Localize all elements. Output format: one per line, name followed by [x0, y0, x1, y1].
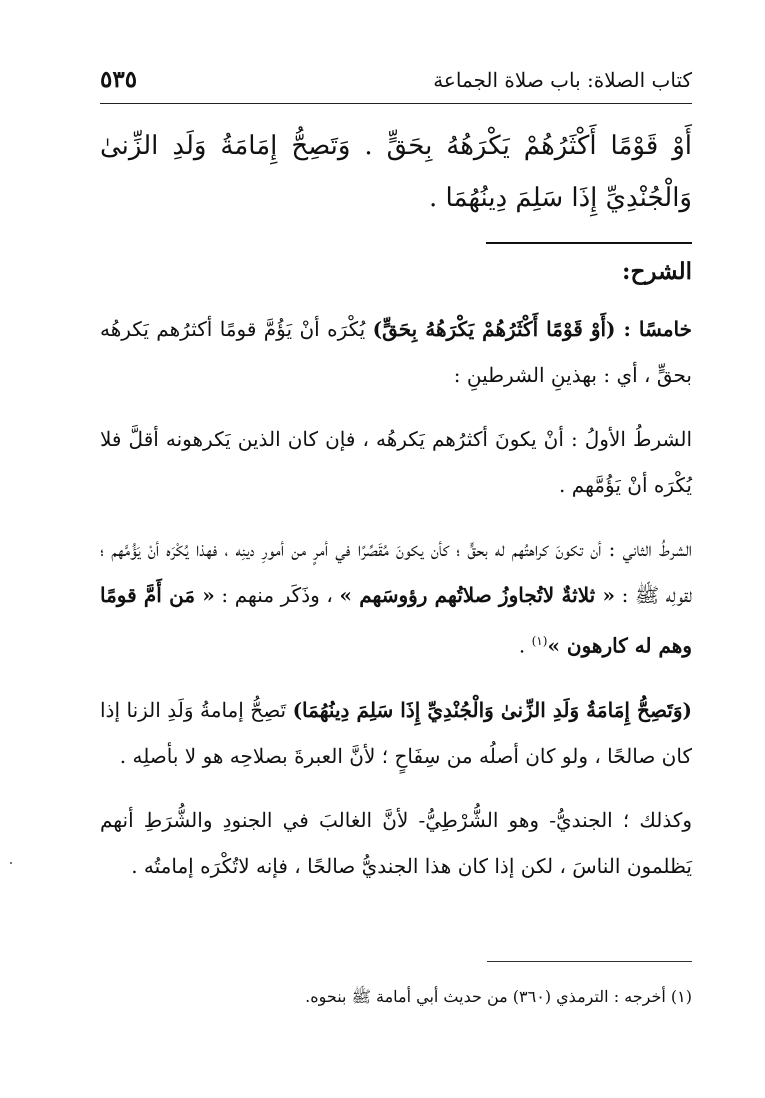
- running-title: كتاب الصلاة: باب صلاة الجماعة: [433, 68, 692, 92]
- sharh-p4-rest: تَصِحُّ إمامةُ وَلَدِ الزنا إذا كان صالحًا ، ولو كان أصلُه من سِفَاحٍ ؛ لأنَّ العبرةَ بصلاحِه هو لا بأصلِه .: [100, 697, 692, 768]
- page-header: [100, 66, 692, 102]
- sharh-paragraph-3: [100, 526, 692, 669]
- matn-text: أَوْ قَوْمًا أَكْثَرُهُمْ يَكْرَهُهُ بِحَقٍّ . وَتَصِحُّ إِمَامَةُ وَلَدِ الزِّنىٰ وَالْجُنْدِيِّ إِذَا سَلِمَ دِينُهُمَا .: [100, 131, 692, 213]
- sharh-p3-end: .: [518, 633, 532, 658]
- sharh-paragraph-4: [100, 687, 692, 779]
- sharh-p1-rest: يُكْرَه أنْ يَؤُمَّ قومًا أكثرُهم يَكرهُه بحقٍّ ، أي : بهذينِ الشرطينِ :: [100, 317, 692, 387]
- sharh-p1-quote: (أَوْ قَوْمًا أَكْثَرُهُمْ يَكْرَهُهُ بِحَقٍّ): [372, 317, 616, 341]
- footnote: (١) أخرجه : الترمذي (٣٦٠) من حديث أبي أمامة ﷺ بنحوه.: [305, 987, 692, 1006]
- footnote-rule: [487, 961, 692, 962]
- matn-separator-rule: [486, 242, 692, 244]
- sharh-p4-quote: (وَتَصِحُّ إِمَامَةُ وَلَدِ الزِّنىٰ وَالْجُنْدِيِّ إِذَا سَلِمَ دِينُهُمَا): [292, 697, 692, 722]
- footnote-reference: (١): [531, 634, 548, 648]
- sharh-p1-lead: خامسًا :: [615, 317, 692, 341]
- header-rule: [100, 103, 692, 104]
- sharh-paragraph-1: [100, 306, 692, 398]
- page-number: ٥٣٥: [100, 66, 138, 93]
- scan-speck: [10, 862, 12, 864]
- sharh-paragraph-5: وكذلك ؛ الجنديُّ- وهو الشُّرْطِيُّ- لأنَّ الغالبَ في الجنودِ والشُّرَطِ أنهم يَظلمون الناسَ ، لكن إذا كان هذا الجنديُّ صالحًا ، فإنه لاتُكْرَه إمامتُه .: [100, 807, 692, 878]
- sharh-p3-text: الشرطُ الثاني : أن تكونَ كراهتُهم له بحقٍّ ؛ كأن يكونَ مُقَصِّرًا في أمرٍ من أمورِ دينِه ، فهذا يُكْرَه أنْ يَؤُمَّهم ؛ لقولِه ﷺ :: [100, 537, 692, 607]
- sharh-paragraph-2: الشرطُ الأولُ : أنْ يكونَ أكثرُهم يَكرهُه ، فإن كان الذين يَكرهونه أقلَّ فلا يُكْرَه أنْ يَؤُمَّهم .: [100, 427, 692, 497]
- sharh-body: [100, 306, 692, 907]
- sharh-p3-hadith-1: « ثلاثةٌ لاتُجاوزُ صلاتُهم رؤوسَهم »: [339, 583, 615, 607]
- sharh-p3-hadith-2: « مَن أَمَّ قومًا وهم له كارهون »: [100, 583, 692, 658]
- sharh-heading: الشرح:: [622, 258, 692, 285]
- sharh-p3-mid: ، وذَكَر منهم :: [214, 583, 340, 607]
